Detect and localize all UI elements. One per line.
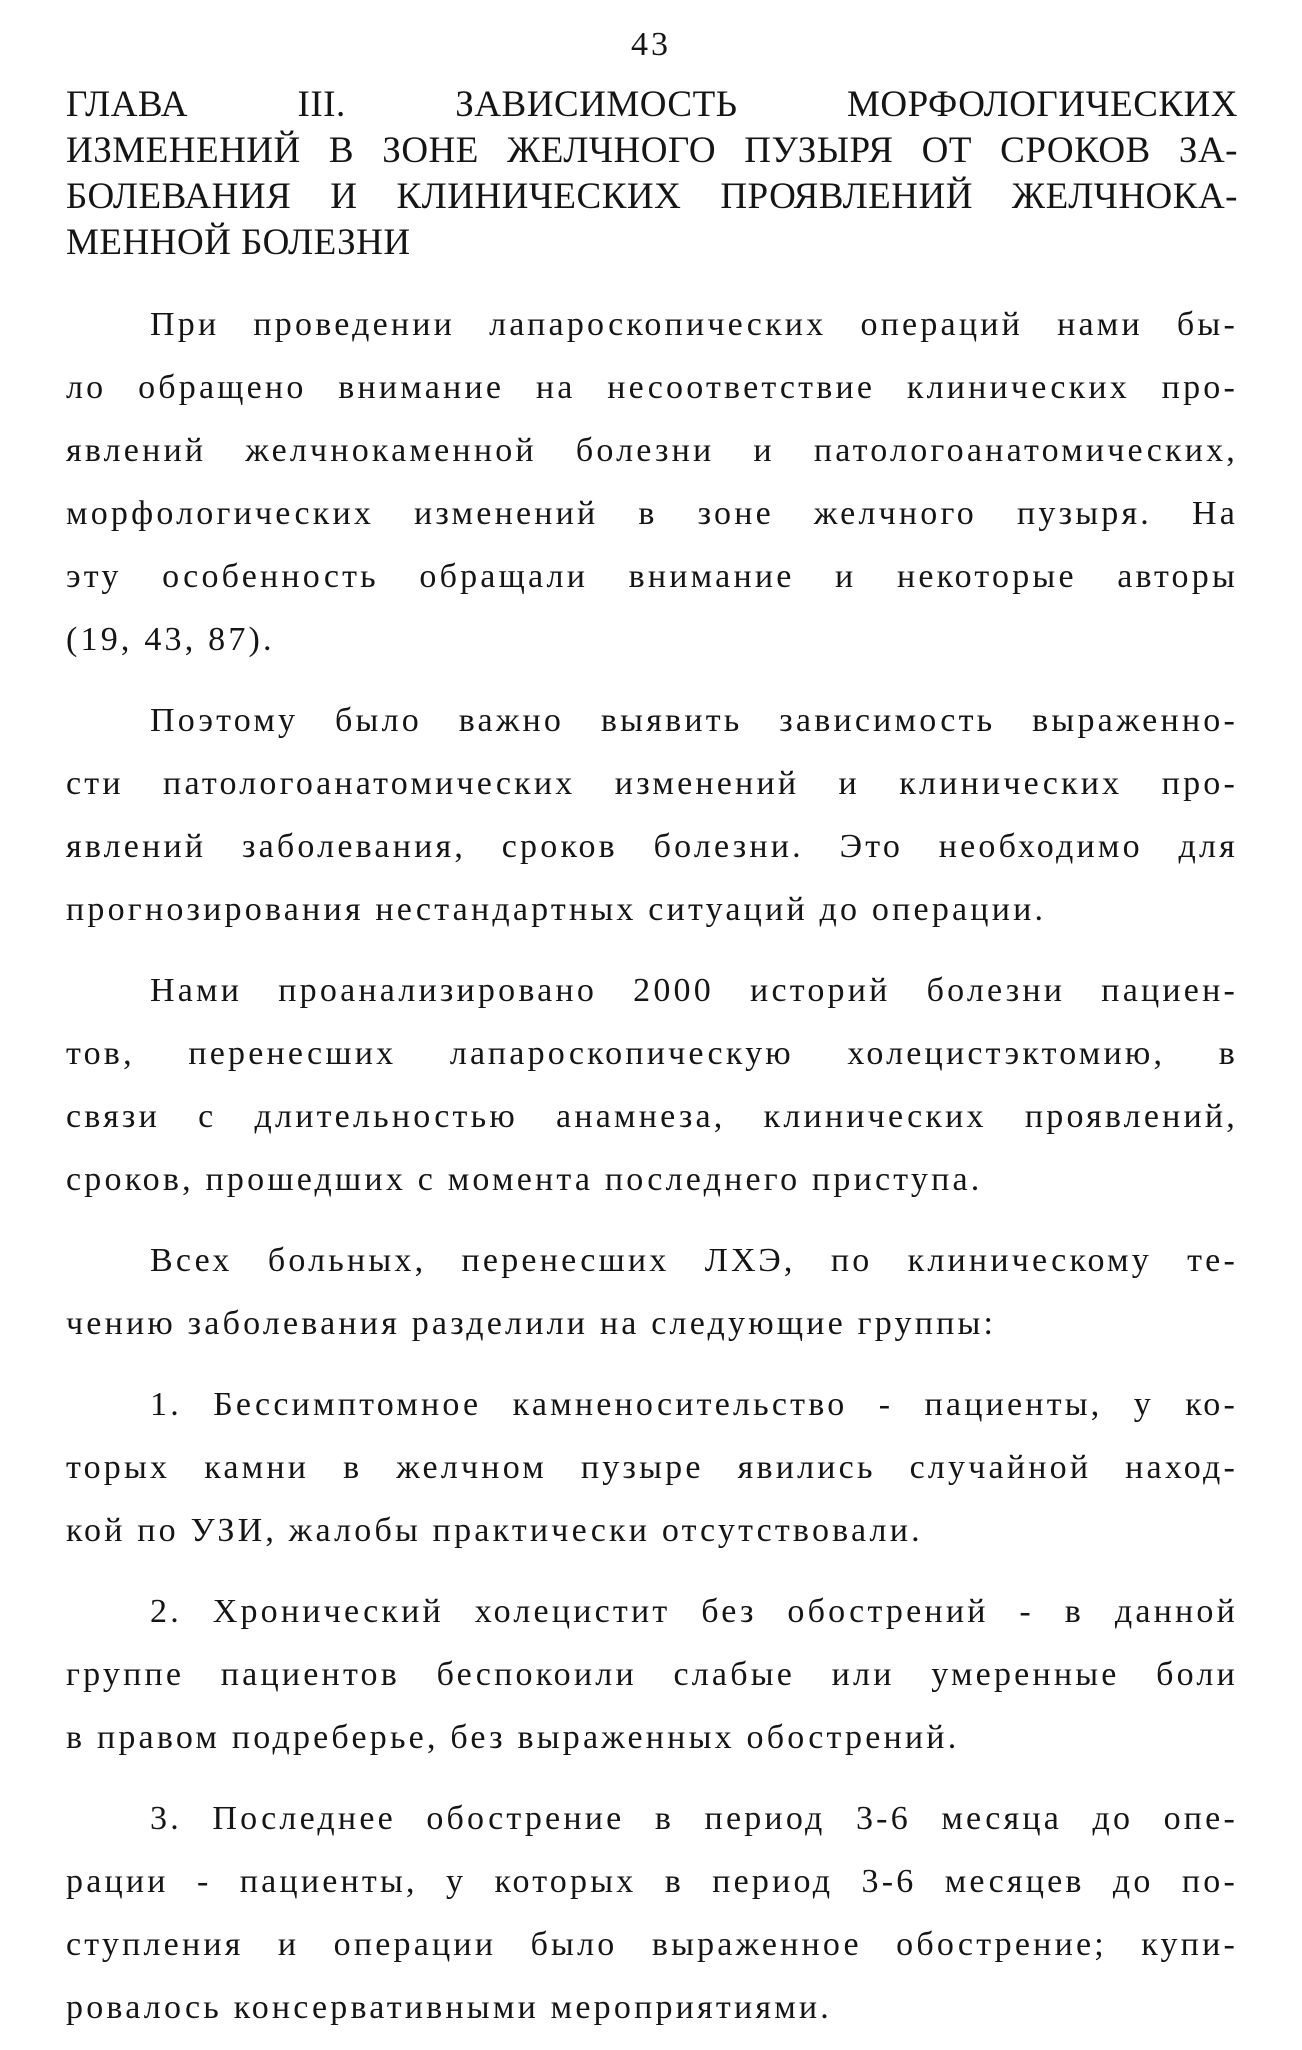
text-line: ровалось консервативными мероприятиями. bbox=[66, 1989, 833, 2026]
text-line: кой по УЗИ, жалобы практически отсутствовали. bbox=[66, 1512, 923, 1549]
list-item-group-3 bbox=[66, 1787, 1238, 2039]
text-line: 3. Последнее обострение в период 3-6 месяца до опе- bbox=[150, 1800, 1238, 1837]
text-line: явлений желчнокаменной болезни и патологоанатомических, bbox=[66, 432, 1238, 469]
paragraph-laparoscopy-observation bbox=[66, 293, 1238, 671]
paragraph-analysis bbox=[66, 959, 1238, 1211]
text-line: связи с длительностью анамнеза, клинических проявлений, bbox=[66, 1098, 1238, 1135]
text-line: прогнозирования нестандартных ситуаций до операции. bbox=[66, 891, 1047, 928]
text-line: Всех больных, перенесших ЛХЭ, по клиническому те- bbox=[150, 1242, 1238, 1279]
text-line: Нами проанализировано 2000 историй болезни пациен- bbox=[150, 972, 1238, 1009]
text-line: тов, перенесших лапароскопическую холецистэктомию, в bbox=[66, 1035, 1238, 1072]
text-line: ступления и операции было выраженное обострение; купи- bbox=[66, 1926, 1238, 1963]
list-item-group-1 bbox=[66, 1373, 1238, 1562]
text-line: чению заболевания разделили на следующие группы: bbox=[66, 1305, 997, 1342]
text-line: ло обращено внимание на несоответствие клинических про- bbox=[66, 369, 1238, 406]
paragraph-groups-intro bbox=[66, 1229, 1238, 1355]
text-line: Поэтому было важно выявить зависимость выраженно- bbox=[150, 702, 1238, 739]
text-line: сроков, прошедших с момента последнего приступа. bbox=[66, 1161, 983, 1198]
text-line: 1. Бессимптомное камненосительство - пациенты, у ко- bbox=[150, 1386, 1238, 1423]
chapter-title-line: БОЛЕВАНИЯ И КЛИНИЧЕСКИХ ПРОЯВЛЕНИЙ ЖЕЛЧНОКА- bbox=[66, 176, 1238, 217]
chapter-title-line: МЕННОЙ БОЛЕЗНИ bbox=[66, 222, 411, 263]
chapter-title bbox=[66, 82, 1238, 266]
text-line: группе пациентов беспокоили слабые или умеренные боли bbox=[66, 1656, 1238, 1693]
text-line: торых камни в желчном пузыре явились случайной наход- bbox=[66, 1449, 1238, 1486]
text-line: рации - пациенты, у которых в период 3-6 месяцев до по- bbox=[66, 1863, 1238, 1900]
chapter-title-line: ГЛАВА III. ЗАВИСИМОСТЬ МОРФОЛОГИЧЕСКИХ bbox=[66, 84, 1238, 125]
text-line: сти патологоанатомических изменений и клинических про- bbox=[66, 765, 1238, 802]
text-line: 2. Хронический холецистит без обострений - в данной bbox=[150, 1593, 1238, 1630]
text-line: (19, 43, 87). bbox=[66, 621, 275, 658]
text-line: морфологических изменений в зоне желчного пузыря. На bbox=[66, 495, 1238, 532]
paragraph-study-goal bbox=[66, 689, 1238, 941]
body-text bbox=[66, 293, 1238, 2039]
text-line: При проведении лапароскопических операций нами бы- bbox=[150, 306, 1238, 343]
list-item-group-2 bbox=[66, 1580, 1238, 1769]
chapter-title-line: ИЗМЕНЕНИЙ В ЗОНЕ ЖЕЛЧНОГО ПУЗЫРЯ ОТ СРОКОВ ЗА- bbox=[66, 130, 1238, 171]
text-line: в правом подреберье, без выраженных обострений. bbox=[66, 1719, 960, 1756]
text-line: эту особенность обращали внимание и некоторые авторы bbox=[66, 558, 1238, 595]
page-number: 43 bbox=[631, 26, 671, 63]
text-line: явлений заболевания, сроков болезни. Это необходимо для bbox=[66, 828, 1238, 865]
